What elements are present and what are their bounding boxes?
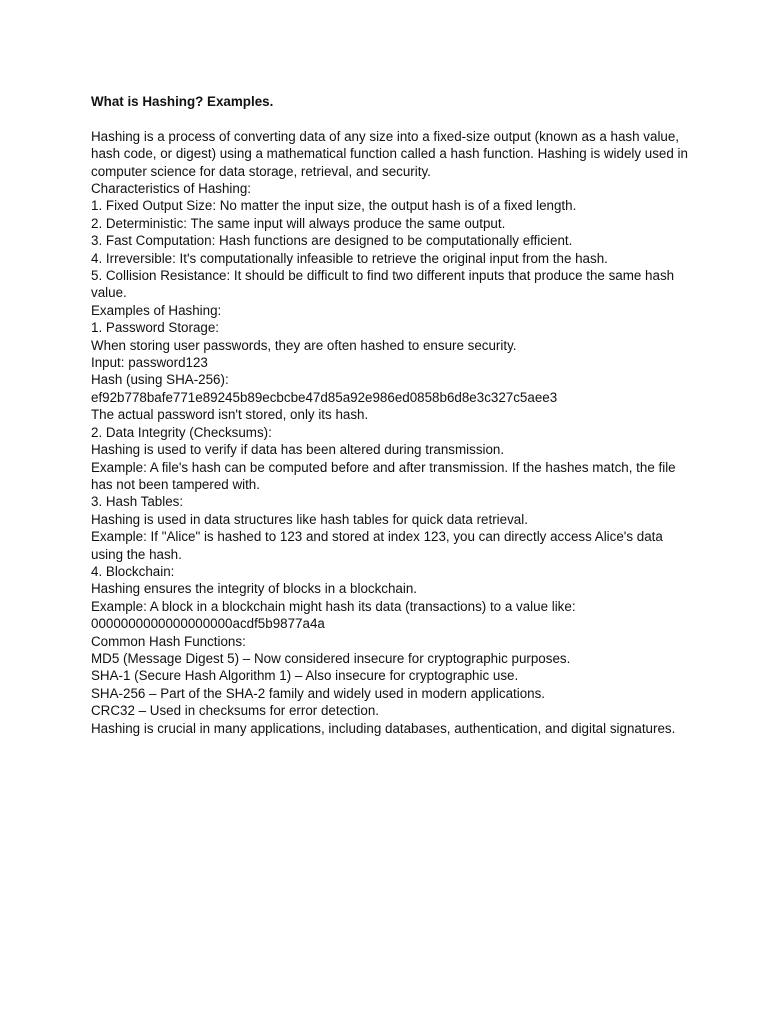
- hash-value: 0000000000000000000acdf5b9877a4a: [91, 616, 325, 632]
- characteristics-heading: Characteristics of Hashing:: [91, 181, 252, 197]
- characteristic-item: 1. Fixed Output Size: No matter the input size, the output hash is of a fixed length.: [91, 198, 577, 214]
- document-title: What is Hashing? Examples.: [91, 94, 274, 109]
- spacer: [91, 110, 691, 127]
- document-body: [91, 93, 691, 737]
- example-heading: 2. Data Integrity (Checksums):: [91, 424, 272, 440]
- example-heading: 1. Password Storage:: [91, 320, 220, 336]
- hash-value: ef92b778bafe771e89245b89ecbcbe47d85a92e986ed0858b6d8e3c327c5aee3: [91, 389, 558, 405]
- example-text: Hashing is used to verify if data has been altered during transmission.: [91, 442, 505, 458]
- example-text: Input: password123: [91, 355, 208, 371]
- example-text: When storing user passwords, they are often hashed to ensure security.: [91, 337, 517, 353]
- characteristic-item: 4. Irreversible: It's computationally infeasible to retrieve the original input from the hash.: [91, 250, 608, 266]
- example-text: Hashing is used in data structures like hash tables for quick data retrieval.: [91, 511, 528, 527]
- example-text: Hashing ensures the integrity of blocks in a blockchain.: [91, 581, 418, 597]
- examples-heading: Examples of Hashing:: [91, 302, 222, 318]
- hash-function-item: CRC32 – Used in checksums for error detection.: [91, 703, 380, 719]
- example-text: Example: If "Alice" is hashed to 123 and stored at index 123, you can directly access Alice's data using the hash.: [91, 529, 663, 562]
- conclusion-paragraph: Hashing is crucial in many applications, including databases, authentication, and digital signatures.: [91, 720, 676, 736]
- characteristic-item: 3. Fast Computation: Hash functions are designed to be computationally efficient.: [91, 233, 573, 249]
- hash-function-item: MD5 (Message Digest 5) – Now considered insecure for cryptographic purposes.: [91, 650, 571, 666]
- characteristic-item: 5. Collision Resistance: It should be difficult to find two different inputs that produce the same hash value.: [91, 268, 675, 301]
- hash-function-item: SHA-256 – Part of the SHA-2 family and widely used in modern applications.: [91, 685, 546, 701]
- example-text: Example: A file's hash can be computed before and after transmission. If the hashes match, the file has not been tampered with.: [91, 459, 676, 492]
- characteristic-item: 2. Deterministic: The same input will always produce the same output.: [91, 215, 506, 231]
- example-text: Example: A block in a blockchain might hash its data (transactions) to a value like:: [91, 598, 576, 614]
- example-heading: 4. Blockchain:: [91, 563, 175, 579]
- example-heading: 3. Hash Tables:: [91, 494, 184, 510]
- hash-function-item: SHA-1 (Secure Hash Algorithm 1) – Also insecure for cryptographic use.: [91, 668, 519, 684]
- common-functions-heading: Common Hash Functions:: [91, 633, 246, 649]
- paragraph-lines: [91, 128, 691, 737]
- intro-paragraph: Hashing is a process of converting data of any size into a fixed-size output (known as a hash value, hash code, or digest) using a mathematical function called a hash function. Hashing is widely used in computer science for data storage, retrieval, and security.: [91, 128, 688, 179]
- example-text: The actual password isn't stored, only its hash.: [91, 407, 369, 423]
- example-text: Hash (using SHA-256):: [91, 372, 229, 388]
